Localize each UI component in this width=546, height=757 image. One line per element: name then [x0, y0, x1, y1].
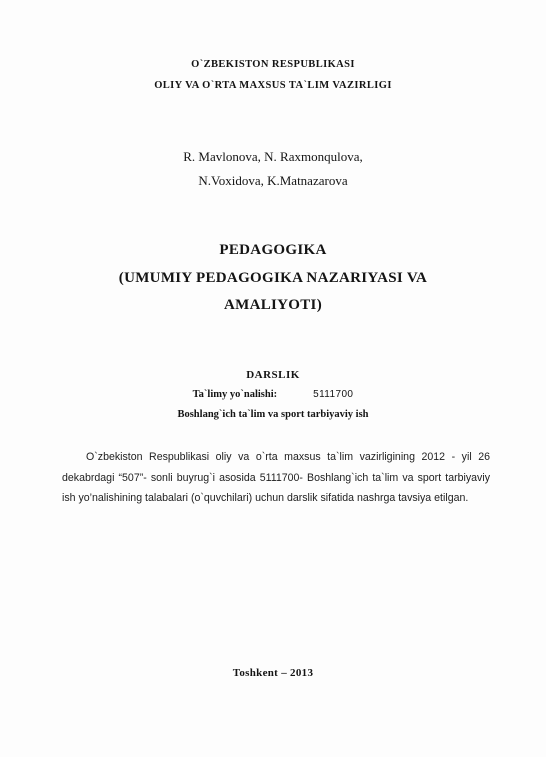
authors-line-2: N.Voxidova, K.Matnazarova [198, 173, 348, 188]
field-of-study [0, 389, 546, 400]
city-year: Toshkent – 2013 [232, 667, 314, 679]
field-code: 5111700 [313, 389, 354, 400]
ministry-name: OLIY VA O`RTA MAXSUS TA`LIM VAZIRLIGI [154, 80, 392, 91]
authors-line-1: R. Mavlonova, N. Raxmonqulova, [183, 149, 363, 164]
recommendation-paragraph: O`zbekiston Respublikasi oliy va o`rta maxsus ta`lim vazirligining 2012 - yil 26 dekabrdagi “507”- sonli buyrug`i asosida 5111700- Boshlang`ich ta`lim va sport tarbiyaviy ish yo’nalishining talabalari (o`quvchilari) uchun darslik sifatida nashrga tavsiya etilgan. [62, 451, 490, 504]
book-title-line-1: PEDAGOGIKA [219, 242, 327, 258]
book-title-line-3: AMALIYOTI) [223, 297, 322, 313]
ministry-country: O`ZBEKISTON RESPUBLIKASI [191, 59, 355, 70]
field-label: Ta`limy yo`nalishi: [192, 389, 278, 400]
book-title-line-2: (UMUMIY PEDAGOGIKA NAZARIYASI VA [118, 270, 428, 286]
publication-kind: DARSLIK [246, 369, 300, 381]
field-name: Boshlang`ich ta`lim va sport tarbiyaviy ish [177, 409, 369, 420]
